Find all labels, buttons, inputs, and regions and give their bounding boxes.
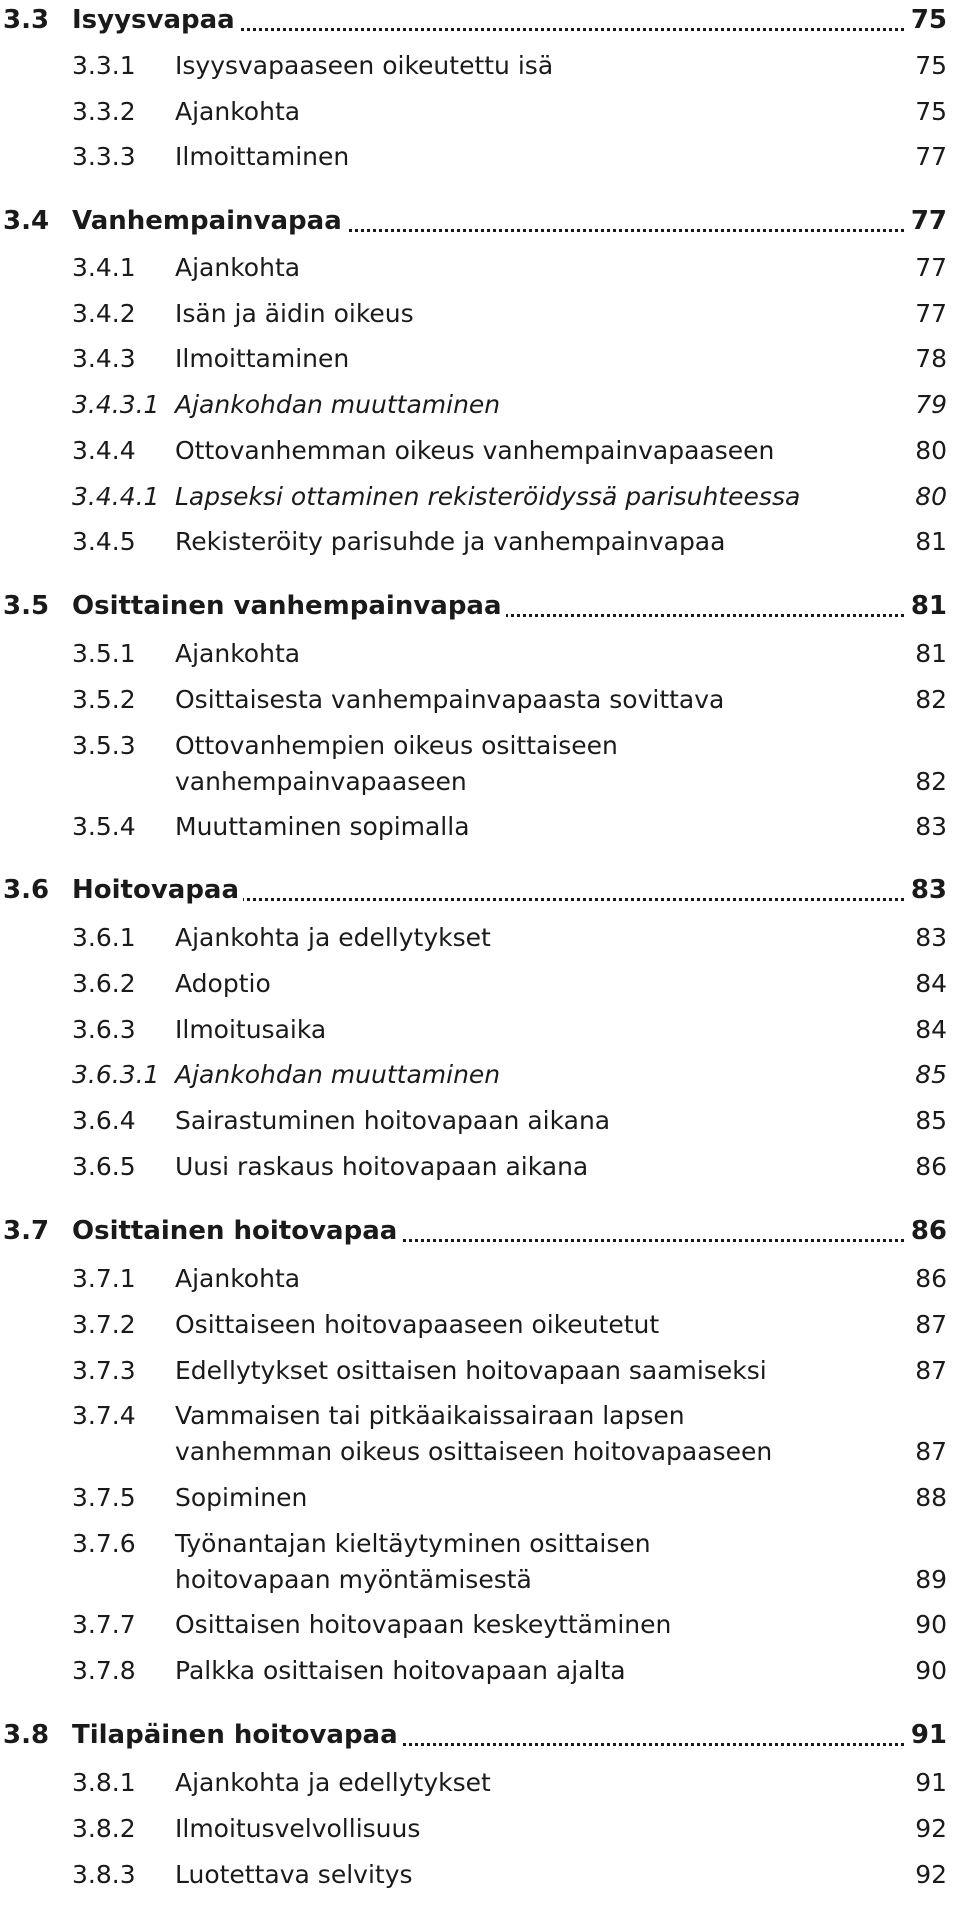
entry-number: 3.5.2	[72, 685, 136, 714]
entry-title-line: Sairastuminen hoitovapaan aikana	[175, 1106, 611, 1135]
toc-section	[0, 2, 960, 42]
page-number: 85	[915, 1060, 947, 1089]
page-number: 77	[915, 299, 947, 328]
entry-title-line: Adoptio	[175, 969, 271, 998]
toc-entry	[0, 809, 960, 845]
entry-title-line: Ajankohta ja edellytykset	[175, 923, 491, 952]
entry-title-line: Ilmoitusaika	[175, 1015, 327, 1044]
entry-number: 3.7.5	[72, 1483, 136, 1512]
entry-number: 3.3.2	[72, 97, 136, 126]
toc-entry	[0, 636, 960, 672]
entry-title-line: vanhemman oikeus osittaiseen hoitovapaaseen	[175, 1437, 773, 1466]
page-number: 87	[915, 1437, 947, 1466]
entry-number: 3.6.2	[72, 969, 136, 998]
section-number: 3.8	[3, 1720, 50, 1750]
toc-entry	[0, 920, 960, 956]
page-number: 83	[915, 812, 947, 841]
entry-number: 3.6.1	[72, 923, 136, 952]
page-number: 84	[915, 969, 947, 998]
entry-number: 3.8.3	[72, 1860, 136, 1889]
entry-title	[175, 1353, 875, 1389]
entry-title	[175, 94, 875, 130]
toc-entry	[0, 387, 960, 423]
page-number: 89	[915, 1565, 947, 1594]
entry-title-line: Muuttaminen sopimalla	[175, 812, 470, 841]
entry-title-line: Sopiminen	[175, 1483, 308, 1512]
entry-title-line: Ajankohta	[175, 97, 301, 126]
page-number: 92	[915, 1814, 947, 1843]
section-number: 3.5	[3, 591, 50, 621]
entry-number: 3.7.8	[72, 1656, 136, 1685]
section-title: Hoitovapaa	[72, 872, 243, 908]
entry-number: 3.3.3	[72, 142, 136, 171]
section-title: Osittainen hoitovapaa	[72, 1213, 401, 1249]
section-number: 3.7	[3, 1216, 50, 1246]
entry-title-line: Ajankohta	[175, 639, 301, 668]
entry-title-line: Ajankohta ja edellytykset	[175, 1768, 491, 1797]
entry-title	[175, 250, 875, 286]
toc-entry	[0, 479, 960, 515]
entry-number: 3.5.4	[72, 812, 136, 841]
page-number: 90	[915, 1656, 947, 1685]
section-number: 3.4	[3, 206, 50, 236]
entry-title	[175, 48, 875, 84]
entry-number: 3.6.4	[72, 1106, 136, 1135]
toc-entry	[0, 1811, 960, 1847]
page-number: 83	[907, 872, 947, 908]
page-number: 90	[915, 1610, 947, 1639]
entry-number: 3.7.1	[72, 1264, 136, 1293]
entry-title	[175, 636, 875, 672]
entry-title	[175, 682, 875, 718]
entry-title-line: Palkka osittaisen hoitovapaan ajalta	[175, 1656, 626, 1685]
entry-title-line: Vammaisen tai pitkäaikaissairaan lapsen	[175, 1401, 685, 1430]
entry-title-line: Rekisteröity parisuhde ja vanhempainvapaa	[175, 527, 726, 556]
section-title: Vanhempainvapaa	[72, 203, 346, 239]
page-number: 87	[915, 1356, 947, 1385]
entry-title	[175, 1526, 875, 1598]
entry-number: 3.7.3	[72, 1356, 136, 1385]
toc-entry	[0, 524, 960, 560]
toc-section	[0, 203, 960, 243]
entry-title-line: Isyysvapaaseen oikeutettu isä	[175, 51, 554, 80]
entry-title-line: Ilmoittaminen	[175, 344, 350, 373]
toc-entry	[0, 433, 960, 469]
toc-entry	[0, 1012, 960, 1048]
entry-title	[175, 1857, 875, 1893]
page-number: 82	[915, 767, 947, 796]
section-title: Osittainen vanhempainvapaa	[72, 588, 506, 624]
entry-title	[175, 1103, 875, 1139]
entry-title-line: Osittaisen hoitovapaan keskeyttäminen	[175, 1610, 672, 1639]
entry-title	[175, 1811, 875, 1847]
entry-title-line: Osittaisesta vanhempainvapaasta sovittava	[175, 685, 725, 714]
entry-number: 3.7.7	[72, 1610, 136, 1639]
page-number: 85	[915, 1106, 947, 1135]
entry-title	[175, 809, 875, 845]
toc-entry	[0, 1526, 960, 1598]
page-number: 88	[915, 1483, 947, 1512]
section-title: Isyysvapaa	[72, 2, 239, 38]
entry-number: 3.4.2	[72, 299, 136, 328]
entry-number: 3.5.3	[72, 731, 136, 760]
page-number: 87	[915, 1310, 947, 1339]
page-number: 79	[915, 390, 947, 419]
entry-number: 3.4.4	[72, 436, 136, 465]
toc-entry	[0, 296, 960, 332]
page-number: 86	[915, 1152, 947, 1181]
entry-title	[175, 1607, 875, 1643]
page-number: 77	[915, 253, 947, 282]
entry-title-line: Ajankohta	[175, 1264, 301, 1293]
page-number: 80	[915, 436, 947, 465]
entry-number: 3.8.2	[72, 1814, 136, 1843]
toc-entry	[0, 728, 960, 800]
toc-entry	[0, 1480, 960, 1516]
section-number: 3.6	[3, 875, 50, 905]
entry-title-line: Työnantajan kieltäytyminen osittaisen	[175, 1529, 651, 1558]
toc-entry	[0, 1149, 960, 1185]
entry-number: 3.4.3	[72, 344, 136, 373]
entry-title-line: Ajankohdan muuttaminen	[175, 1060, 501, 1089]
toc-entry	[0, 1103, 960, 1139]
page-number: 92	[915, 1860, 947, 1889]
page-number: 83	[915, 923, 947, 952]
toc-entry	[0, 1057, 960, 1093]
entry-title	[175, 433, 875, 469]
entry-title	[175, 920, 875, 956]
page-number: 75	[915, 51, 947, 80]
entry-title	[175, 1480, 875, 1516]
entry-number: 3.6.3.1	[72, 1060, 160, 1089]
entry-title	[175, 296, 875, 332]
page-number: 82	[915, 685, 947, 714]
section-number: 3.3	[3, 5, 50, 35]
entry-title-line: Ilmoitusvelvollisuus	[175, 1814, 421, 1843]
toc-entry	[0, 1765, 960, 1801]
toc-entry	[0, 341, 960, 377]
entry-title	[175, 1398, 875, 1470]
entry-title-line: Ottovanhempien oikeus osittaiseen	[175, 731, 618, 760]
page-number: 91	[907, 1717, 947, 1753]
toc-section	[0, 588, 960, 628]
entry-title	[175, 524, 875, 560]
toc-entry	[0, 1653, 960, 1689]
page-number: 75	[907, 2, 947, 38]
entry-title-line: Osittaiseen hoitovapaaseen oikeutetut	[175, 1310, 660, 1339]
page-number: 75	[915, 97, 947, 126]
entry-title-line: Ajankohta	[175, 253, 301, 282]
entry-title	[175, 1149, 875, 1185]
entry-number: 3.5.1	[72, 639, 136, 668]
toc-entry	[0, 250, 960, 286]
section-title: Tilapäinen hoitovapaa	[72, 1717, 402, 1753]
entry-title	[175, 387, 875, 423]
entry-number: 3.4.4.1	[72, 482, 160, 511]
entry-number: 3.6.5	[72, 1152, 136, 1181]
page-number: 84	[915, 1015, 947, 1044]
toc-section	[0, 872, 960, 912]
entry-number: 3.7.2	[72, 1310, 136, 1339]
entry-title	[175, 1653, 875, 1689]
page-number: 91	[915, 1768, 947, 1797]
toc-entry	[0, 94, 960, 130]
entry-title	[175, 1012, 875, 1048]
entry-title-line: hoitovapaan myöntämisestä	[175, 1565, 532, 1594]
entry-title-line: Ilmoittaminen	[175, 142, 350, 171]
page-number: 78	[915, 344, 947, 373]
entry-number: 3.7.4	[72, 1401, 136, 1430]
entry-title	[175, 479, 875, 515]
toc-section	[0, 1213, 960, 1253]
entry-title	[175, 1261, 875, 1297]
page-number: 81	[915, 639, 947, 668]
entry-title	[175, 1307, 875, 1343]
toc-entry	[0, 1607, 960, 1643]
entry-number: 3.6.3	[72, 1015, 136, 1044]
toc-entry	[0, 966, 960, 1002]
entry-title-line: Ottovanhemman oikeus vanhempainvapaaseen	[175, 436, 775, 465]
entry-number: 3.3.1	[72, 51, 136, 80]
toc-entry	[0, 139, 960, 175]
toc-entry	[0, 682, 960, 718]
page-number: 86	[907, 1213, 947, 1249]
entry-title-line: Uusi raskaus hoitovapaan aikana	[175, 1152, 589, 1181]
page-number: 86	[915, 1264, 947, 1293]
entry-title	[175, 341, 875, 377]
entry-number: 3.4.5	[72, 527, 136, 556]
page-number: 80	[915, 482, 947, 511]
toc-entry	[0, 1398, 960, 1470]
toc-entry	[0, 1857, 960, 1893]
entry-title	[175, 1765, 875, 1801]
entry-title-line: Luotettava selvitys	[175, 1860, 413, 1889]
entry-title	[175, 1057, 875, 1093]
entry-number: 3.4.3.1	[72, 390, 160, 419]
entry-title	[175, 966, 875, 1002]
entry-number: 3.7.6	[72, 1529, 136, 1558]
entry-title-line: vanhempainvapaaseen	[175, 767, 467, 796]
toc-entry	[0, 1307, 960, 1343]
page-number: 77	[915, 142, 947, 171]
entry-number: 3.4.1	[72, 253, 136, 282]
entry-title	[175, 728, 875, 800]
entry-title-line: Ajankohdan muuttaminen	[175, 390, 501, 419]
entry-title-line: Lapseksi ottaminen rekisteröidyssä parisuhteessa	[175, 482, 801, 511]
entry-title-line: Edellytykset osittaisen hoitovapaan saamiseksi	[175, 1356, 767, 1385]
entry-title-line: Isän ja äidin oikeus	[175, 299, 414, 328]
toc-entry	[0, 48, 960, 84]
entry-title	[175, 139, 875, 175]
toc-entry	[0, 1261, 960, 1297]
page-number: 81	[915, 527, 947, 556]
toc-entry	[0, 1353, 960, 1389]
entry-number: 3.8.1	[72, 1768, 136, 1797]
toc-section	[0, 1717, 960, 1757]
page-number: 81	[907, 588, 947, 624]
page-number: 77	[907, 203, 947, 239]
